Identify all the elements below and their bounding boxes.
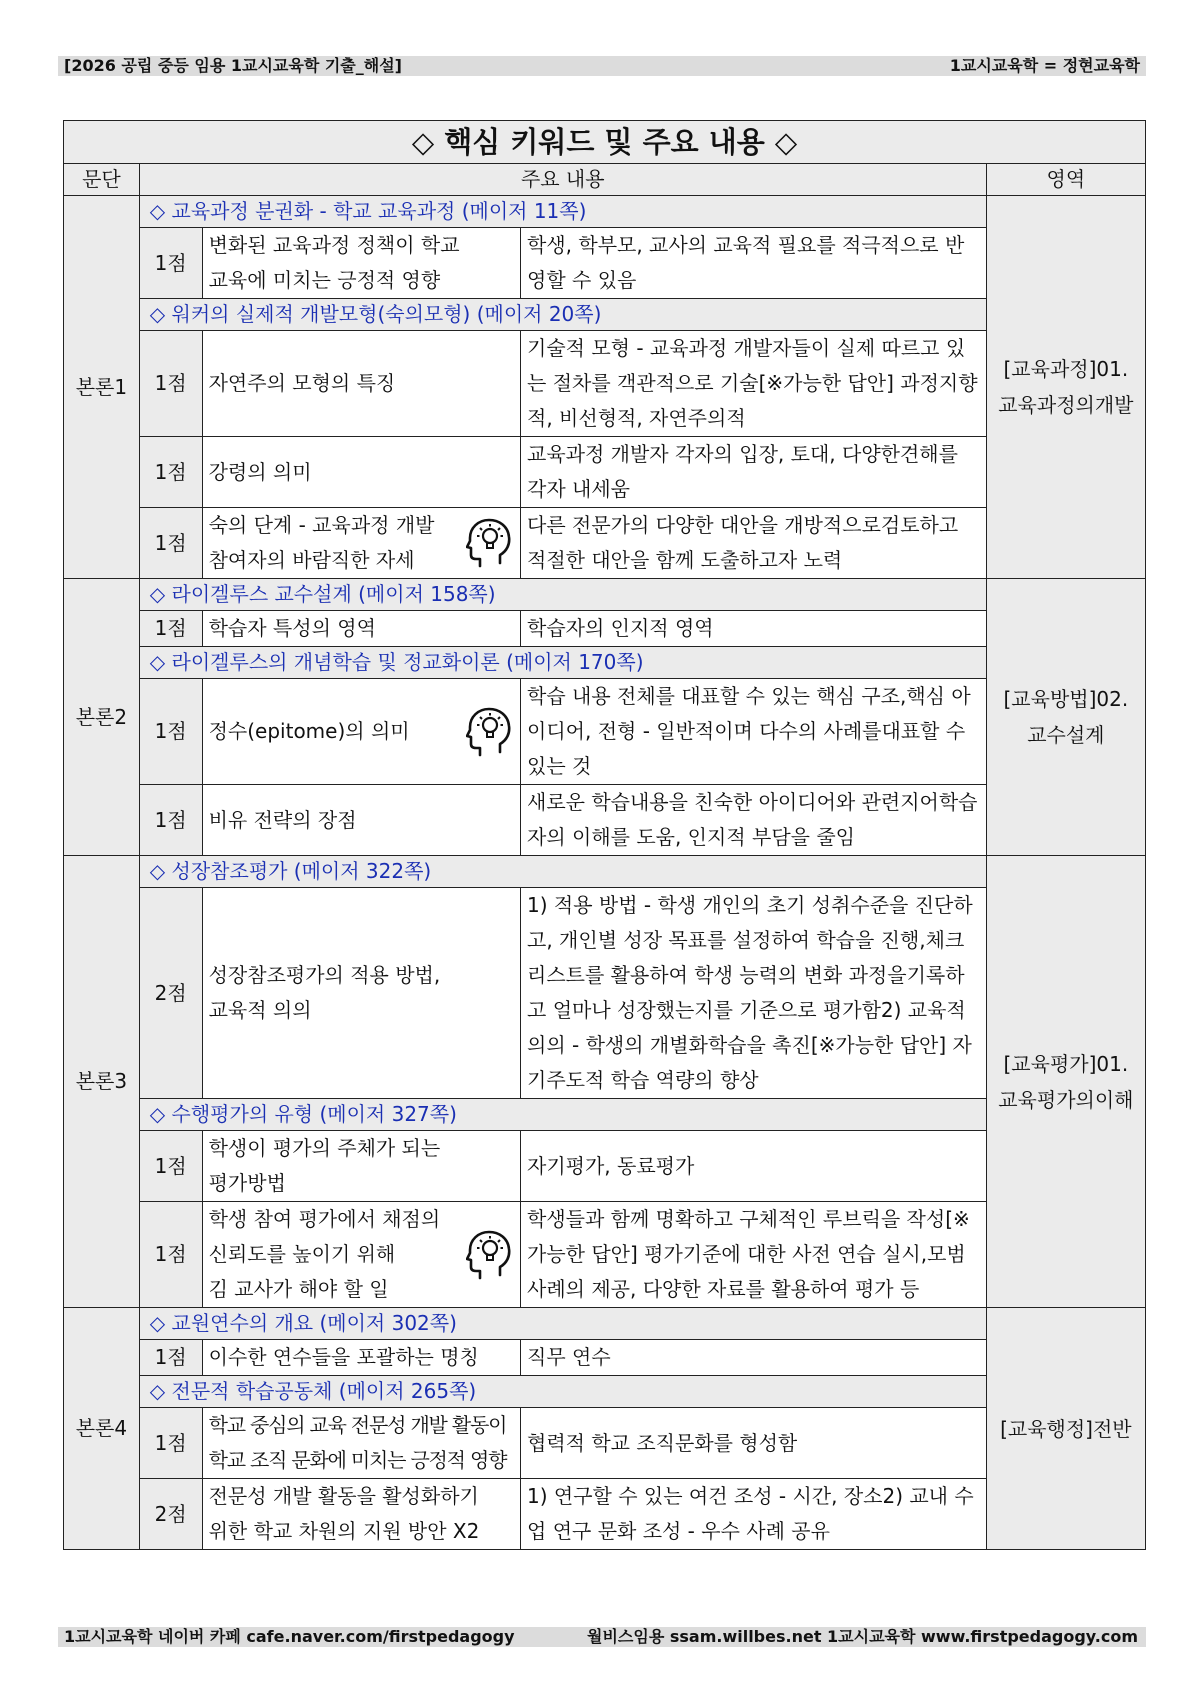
text-line: 학습자의 인지적 영역 (527, 616, 714, 640)
topic-cell (202, 331, 520, 437)
text-line: 학습자 특성의 영역 (208, 616, 376, 640)
table-row (64, 785, 1146, 856)
header-right: 1교시교육학 = 정현교육학 (949, 56, 1140, 75)
table-row (64, 1408, 1146, 1479)
points-cell: 1점 (139, 679, 202, 785)
text-line: 협력적 학교 조직문화를 형성함 (527, 1430, 798, 1455)
text-line: 모범 사례의 제공, 다양한 자료를 활용하여 평가 등 (527, 1242, 966, 1301)
section-heading-row (64, 579, 1146, 611)
text-line: 평가방법 (208, 1171, 286, 1195)
text-line: [※가능한 답안] 과정지향적, 비선형적, 자연주의적 (527, 371, 978, 430)
answer-cell (521, 679, 987, 785)
answer-cell (521, 611, 987, 647)
col-header-content: 주요 내용 (139, 164, 986, 196)
answer-cell (521, 437, 987, 508)
text-line: 신뢰도를 높이기 위해 (208, 1242, 396, 1266)
text-line: 정수(epitome)의 의미 (208, 719, 410, 743)
answer-cell (521, 785, 987, 856)
paragraph-label: 본론3 (64, 856, 140, 1308)
points-cell: 1점 (139, 1202, 202, 1308)
col-header-area: 영역 (986, 164, 1145, 196)
topic-cell (202, 1340, 520, 1376)
answer-cell (521, 1479, 987, 1550)
text-line: 기록하고 얼마나 성장했는지를 기준으로 평가함 (527, 963, 965, 1022)
text-line: 새로운 학습내용을 친숙한 아이디어와 관련지어 (527, 790, 939, 814)
text-line: 학생 참여 평가에서 채점의 (208, 1207, 441, 1231)
topic-heading: ◇ 교원연수의 개요 (메이저 302쪽) (139, 1308, 986, 1340)
answer-cell (521, 331, 987, 437)
paragraph-label: 본론4 (64, 1308, 140, 1550)
text-line: 2) 교내 수업 연구 문화 조성 - 우수 사례 공유 (527, 1484, 974, 1543)
text-line: 학교 조직 문화에 미치는 긍정적 영향 (208, 1448, 507, 1472)
text-line: 교육과정 개발자 각자의 입장, 토대, 다양한 (527, 442, 900, 466)
points-cell: 1점 (139, 1131, 202, 1202)
text-line: [교육행정] (1000, 1416, 1093, 1441)
points-cell: 2점 (139, 1479, 202, 1550)
table-row (64, 331, 1146, 437)
text-line: 교육에 미치는 긍정적 영향 (208, 268, 441, 292)
head-lightbulb-icon (466, 1229, 514, 1281)
table-row (64, 1131, 1146, 1202)
table-row (64, 1340, 1146, 1376)
footer-right: 월비스임용 ssam.willbes.net 1교시교육학 www.firstpedagogy.com (587, 1627, 1138, 1646)
table-row (64, 437, 1146, 508)
text-line: 위한 학교 차원의 지원 방안 X2 (208, 1519, 480, 1543)
topic-heading: ◇ 라이겔루스 교수설계 (메이저 158쪽) (139, 579, 986, 611)
topic-cell (202, 679, 520, 785)
answer-cell (521, 1131, 987, 1202)
text-line: 김 교사가 해야 할 일 (208, 1277, 389, 1301)
section-heading-row (64, 856, 1146, 888)
table-title: ◇ 핵심 키워드 및 주요 내용 ◇ (64, 121, 1146, 164)
topic-cell (202, 785, 520, 856)
topic-heading: ◇ 수행평가의 유형 (메이저 327쪽) (139, 1099, 986, 1131)
text-line: 1) 적용 방법 - 학생 개인의 초기 성취수준을 진단 (527, 893, 954, 917)
section-heading-row (64, 299, 1146, 331)
section-heading-row (64, 196, 1146, 228)
text-line: 자연주의 모형의 특징 (208, 371, 396, 395)
text-line: [※가능한 답안] 평가기준에 대한 사전 연습 실시, (527, 1207, 970, 1266)
text-line: 개발 (1094, 393, 1134, 417)
paragraph-label: 본론1 (64, 196, 140, 579)
text-line: [※가능한 답안] 자기주도적 학습 역량의 향상 (527, 1033, 972, 1092)
topic-cell (202, 508, 520, 579)
paragraph-label: 본론2 (64, 579, 140, 856)
section-heading-row (64, 647, 1146, 679)
text-line: 숙의 단계 - 교육과정 개발 (208, 513, 435, 537)
topic-cell (202, 228, 520, 299)
answer-cell (521, 1202, 987, 1308)
text-line: 학습 내용 전체를 대표할 수 있는 핵심 구조, (527, 684, 907, 708)
text-line: 르고 있는 절차를 객관적으로 기술 (527, 336, 966, 395)
answer-cell (521, 888, 987, 1099)
area-label (986, 856, 1145, 1308)
text-line: [교육과정] (1003, 357, 1097, 381)
text-line: [교육평가] (1003, 1051, 1097, 1076)
col-header-paragraph: 문단 (64, 164, 140, 196)
points-cell: 1점 (139, 611, 202, 647)
topic-heading: ◇ 전문적 학습공동체 (메이저 265쪽) (139, 1376, 986, 1408)
text-line: 견해를 각자 내세움 (527, 442, 958, 501)
section-heading-row (64, 1376, 1146, 1408)
points-cell: 1점 (139, 1340, 202, 1376)
text-line: 기술적 모형 - 교육과정 개발자들이 실제 따 (527, 336, 901, 360)
section-heading-row (64, 1308, 1146, 1340)
answer-cell (521, 1408, 987, 1479)
text-line: [교육방법] (1003, 687, 1097, 711)
text-line: 체크리스트를 활용하여 학생 능력의 변화 과정을 (527, 928, 965, 987)
area-label (986, 1308, 1145, 1550)
text-line: 다른 전문가의 다양한 대안을 개방적으로 (527, 513, 881, 537)
points-cell: 1점 (139, 785, 202, 856)
topic-cell (202, 1479, 520, 1550)
answer-cell (521, 1340, 987, 1376)
table-row (64, 508, 1146, 579)
table-row (64, 1479, 1146, 1550)
text-line: 비유 전략의 장점 (208, 807, 357, 832)
text-line: 성장참조평가의 적용 방법, (208, 963, 441, 987)
answer-cell (521, 508, 987, 579)
text-line: 교육적 의의 (208, 998, 312, 1022)
text-line: 전반 (1092, 1416, 1132, 1441)
text-line: 1) 연구할 수 있는 여건 조성 - 시간, 장소 (527, 1484, 883, 1508)
topic-cell (202, 437, 520, 508)
topic-cell (202, 1408, 520, 1479)
keyword-table (63, 120, 1146, 1550)
text-line: 01. 교육과정의 (998, 357, 1129, 417)
topic-cell (202, 1131, 520, 1202)
area-label (986, 196, 1145, 579)
table-row (64, 1202, 1146, 1308)
text-line: 핵심 아이디어, 전형 - 일반적이며 다수의 사례를 (527, 684, 971, 743)
topic-cell (202, 611, 520, 647)
topic-heading: ◇ 성장참조평가 (메이저 322쪽) (139, 856, 986, 888)
head-lightbulb-icon (466, 517, 514, 569)
text-line: 전문성 개발 활동을 활성화하기 (208, 1484, 479, 1508)
text-line: 이해 (1094, 1087, 1134, 1112)
points-cell: 1점 (139, 1408, 202, 1479)
text-line: 강령의 의미 (208, 459, 312, 484)
points-cell: 2점 (139, 888, 202, 1099)
table-row (64, 679, 1146, 785)
topic-heading: ◇ 교육과정 분권화 - 학교 교육과정 (메이저 11쪽) (139, 196, 986, 228)
text-line: 학생, 학부모, 교사의 교육적 필요를 적극적으로 반영 (527, 233, 965, 292)
text-line: 학교 중심의 교육 전문성 개발 활동이 (208, 1413, 507, 1437)
topic-cell (202, 1202, 520, 1308)
text-line: 변화된 교육과정 정책이 학교 (208, 233, 460, 257)
text-line: 직무 연수 (527, 1345, 611, 1369)
text-line: 학생이 평가의 주체가 되는 (208, 1136, 441, 1160)
text-line: 대표할 수 있는 것 (527, 719, 966, 778)
topic-heading: ◇ 워커의 실제적 개발모형(숙의모형) (메이저 20쪽) (139, 299, 986, 331)
points-cell: 1점 (139, 437, 202, 508)
page-header (58, 56, 1146, 76)
table-row (64, 611, 1146, 647)
text-line: 01. 교육평가의 (998, 1051, 1129, 1112)
text-line: 학생들과 함께 명확하고 구체적인 루브릭을 작성 (527, 1207, 946, 1231)
footer-left: 1교시교육학 네이버 카페 cafe.naver.com/firstpedagogy (64, 1627, 515, 1646)
points-cell: 1점 (139, 331, 202, 437)
section-heading-row (64, 1099, 1146, 1131)
text-line: 02. 교수설계 (1027, 687, 1129, 747)
topic-cell (202, 888, 520, 1099)
answer-cell (521, 228, 987, 299)
text-line: 이수한 연수들을 포괄하는 명칭 (208, 1345, 479, 1369)
page-footer (58, 1627, 1146, 1647)
text-line: 참여자의 바람직한 자세 (208, 548, 415, 572)
text-line: 하고, 개인별 성장 목표를 설정하여 학습을 진행, (527, 893, 973, 952)
text-line: 자기평가, 동료평가 (527, 1153, 695, 1178)
head-lightbulb-icon (466, 706, 514, 758)
area-label (986, 579, 1145, 856)
points-cell: 1점 (139, 228, 202, 299)
table-row (64, 228, 1146, 299)
text-line: 2) 교육적 의의 - 학생의 개별화학습을 촉진 (527, 998, 966, 1057)
header-left: [2026 공립 중등 임용 1교시교육학 기출_해설] (64, 56, 402, 75)
table-row (64, 888, 1146, 1099)
points-cell: 1점 (139, 508, 202, 579)
text-line: 검토하고 적절한 대안을 함께 도출하고자 노력 (527, 513, 959, 572)
topic-heading: ◇ 라이겔루스의 개념학습 및 정교화이론 (메이저 170쪽) (139, 647, 986, 679)
text-line: 학습자의 이해를 도움, 인지적 부담을 줄임 (527, 790, 978, 849)
text-line: 할 수 있음 (546, 268, 637, 292)
